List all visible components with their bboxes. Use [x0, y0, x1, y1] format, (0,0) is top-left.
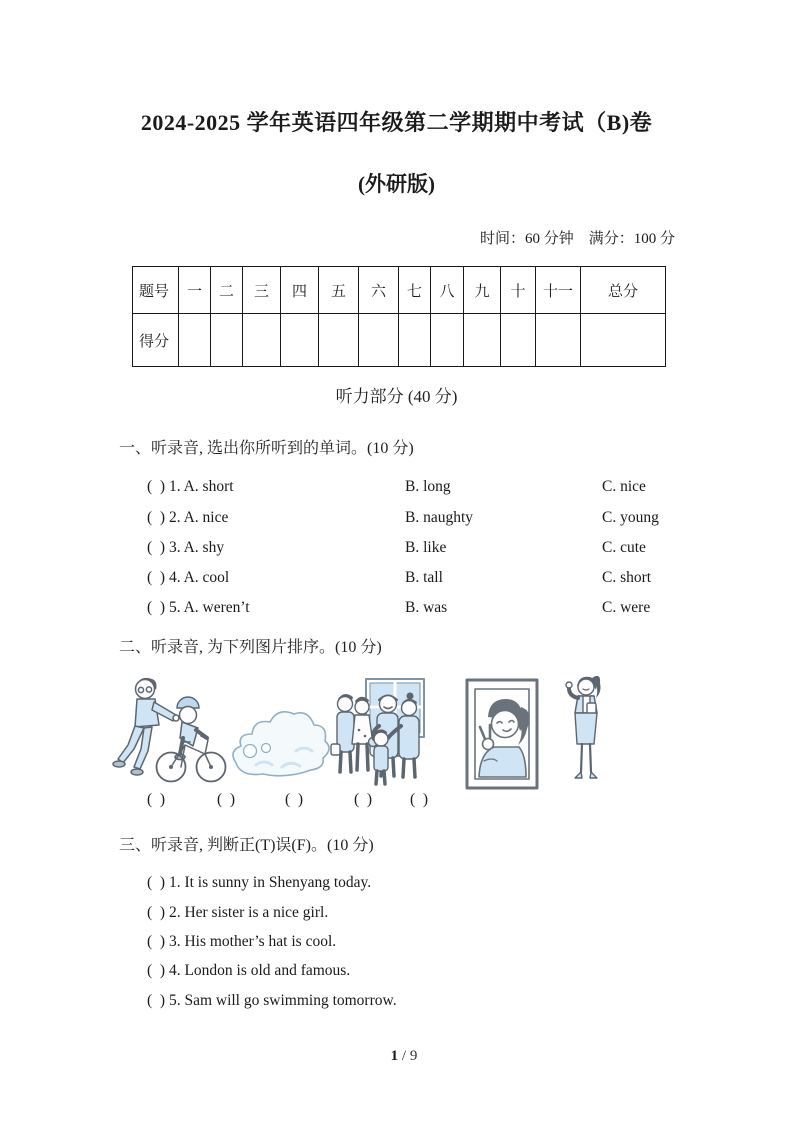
answer-blank: ( ): [285, 791, 304, 808]
score-cell: [501, 314, 536, 367]
score-cell: [581, 314, 666, 367]
option-c: C. short: [602, 569, 652, 586]
header-cell: 六: [359, 267, 399, 314]
score-table-header-row: [133, 267, 666, 314]
section1-item-row: [147, 599, 707, 617]
option-a: ( ) 3. A. shy: [147, 539, 225, 556]
time-and-score-info: 时间：60 分钟 满分：100 分: [479, 231, 675, 247]
page-number: [0, 1031, 793, 1082]
score-table: [132, 266, 666, 367]
header-cell: 一: [179, 267, 211, 314]
family-greeting-grandparents-illustration: [330, 674, 430, 792]
section2-heading: 二、听录音, 为下列图片排序。(10 分): [119, 639, 382, 656]
header-cell: 总分: [581, 267, 666, 314]
score-cell: [243, 314, 281, 367]
header-cell: 十: [501, 267, 536, 314]
header-cell: 题号: [133, 267, 179, 314]
score-table-score-row: [133, 314, 666, 367]
option-b: B. was: [405, 599, 448, 616]
answer-blank: ( ): [410, 791, 429, 808]
listening-part-heading: 听力部分 (40 分): [335, 387, 458, 406]
score-cell: [536, 314, 581, 367]
woman-standing-illustration: [563, 671, 611, 791]
option-c: C. nice: [602, 478, 646, 495]
score-cell: [319, 314, 359, 367]
section3-statement: ( ) 2. Her sister is a nice girl.: [147, 904, 329, 921]
option-b: B. tall: [405, 569, 443, 586]
score-cell: [464, 314, 501, 367]
score-cell: [359, 314, 399, 367]
section1-heading: 一、听录音, 选出你所听到的单词。(10 分): [119, 440, 414, 457]
man-teaching-boy-bicycle-illustration: [110, 671, 234, 789]
option-a: ( ) 4. A. cool: [147, 569, 230, 586]
header-cell: 三: [243, 267, 281, 314]
score-cell: [399, 314, 431, 367]
header-cell: 九: [464, 267, 501, 314]
section3-statement: ( ) 3. His mother’s hat is cool.: [147, 933, 337, 950]
option-c: C. were: [602, 599, 651, 616]
score-cell: [431, 314, 464, 367]
header-cell: 八: [431, 267, 464, 314]
header-cell: 十一: [536, 267, 581, 314]
section3-statement: ( ) 1. It is sunny in Shenyang today.: [147, 874, 372, 891]
section3-statement: ( ) 4. London is old and famous.: [147, 962, 351, 979]
section1-item-row: [147, 539, 707, 557]
option-b: B. like: [405, 539, 447, 556]
score-cell: [211, 314, 243, 367]
answer-blank: ( ): [147, 791, 166, 808]
page-separator: /: [398, 1048, 410, 1064]
girl-in-photo-frame-illustration: [464, 677, 540, 791]
section1-item-row: [147, 478, 707, 496]
option-b: B. long: [405, 478, 451, 495]
score-label-cell: 得分: [133, 314, 179, 367]
page-subtitle: (外研版): [358, 172, 435, 196]
option-a: ( ) 5. A. weren’t: [147, 599, 250, 616]
header-cell: 二: [211, 267, 243, 314]
cloud-illustration: [226, 699, 334, 787]
section3-statement: ( ) 5. Sam will go swimming tomorrow.: [147, 992, 397, 1009]
option-b: B. naughty: [405, 509, 474, 526]
answer-blank: ( ): [354, 791, 373, 808]
current-page: 1: [390, 1048, 399, 1064]
section3-heading: 三、听录音, 判断正(T)误(F)。(10 分): [119, 837, 374, 854]
header-cell: 七: [399, 267, 431, 314]
option-c: C. young: [602, 509, 659, 526]
option-a: ( ) 2. A. nice: [147, 509, 229, 526]
section1-item-row: [147, 509, 707, 527]
header-cell: 五: [319, 267, 359, 314]
section1-item-row: [147, 569, 707, 587]
option-c: C. cute: [602, 539, 646, 556]
score-cell: [179, 314, 211, 367]
header-cell: 四: [281, 267, 319, 314]
answer-blank: ( ): [217, 791, 236, 808]
score-cell: [281, 314, 319, 367]
total-pages: 9: [409, 1048, 418, 1064]
page-title: 2024-2025 学年英语四年级第二学期期中考试（B)卷: [140, 110, 653, 135]
option-a: ( ) 1. A. short: [147, 478, 234, 495]
